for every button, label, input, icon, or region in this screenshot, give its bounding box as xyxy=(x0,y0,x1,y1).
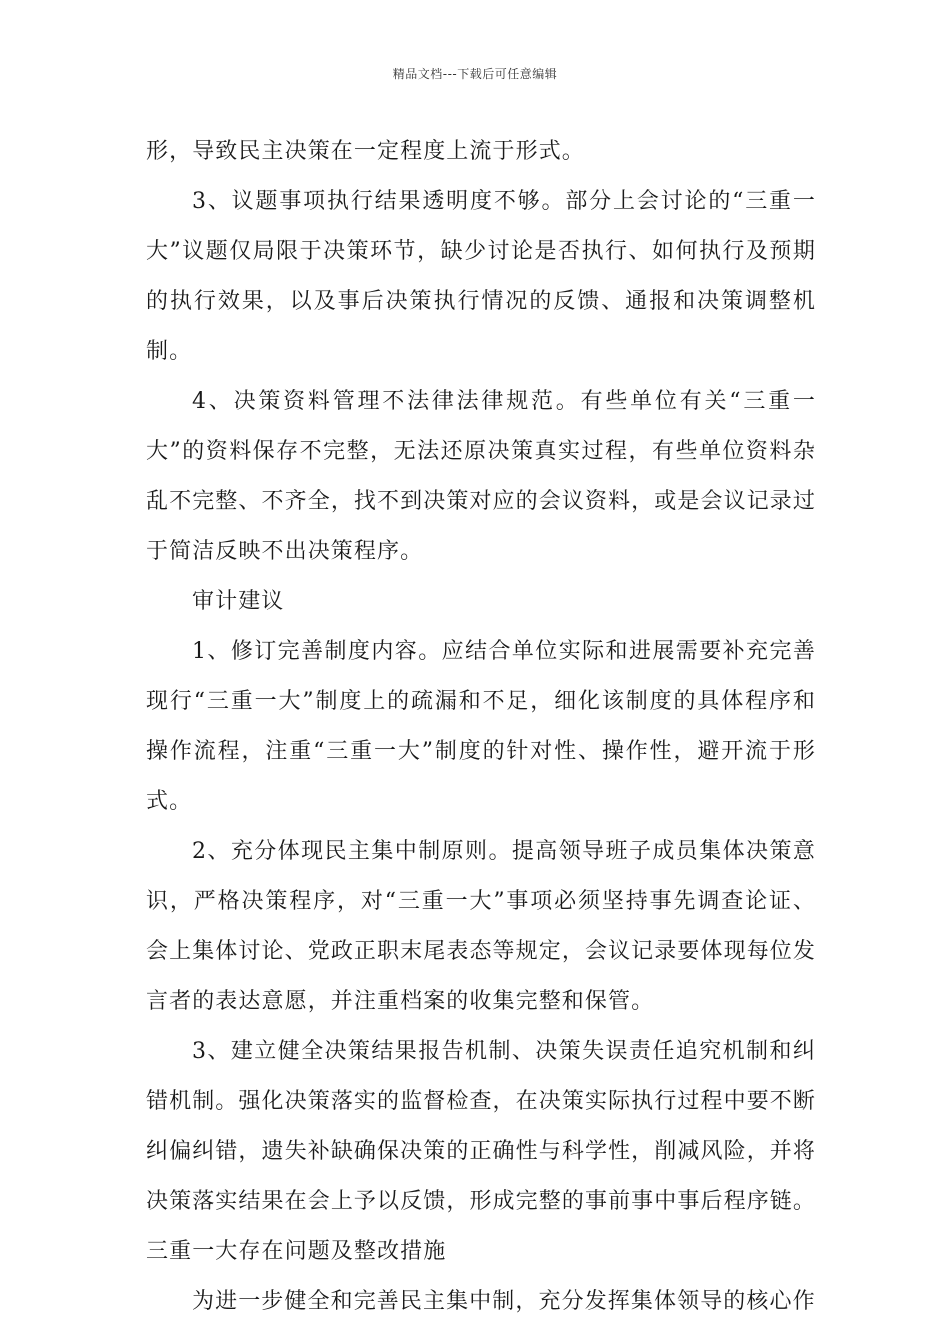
paragraph-1: 形，导致民主决策在一定程度上流于形式。 xyxy=(146,139,585,164)
document-body xyxy=(146,127,816,1327)
paragraph-6: 2、充分体现民主集中制原则。提高领导班子成员集体决策意识，严格决策程序，对“三重一大”事项必须坚持事先调查论证、会上集体讨论、党政正职末尾表态等规定，会议记录要体现每位发言者的表达意愿，并注重档案的收集完整和保管。 xyxy=(146,839,816,1014)
paragraph-7: 3、建立健全决策结果报告机制、决策失误责任追究机制和纠错机制。强化决策落实的监督检查，在决策实际执行过程中要不断纠偏纠错，遗失补缺确保决策的正确性与科学性，削减风险，并将决策落实结果在会上予以反馈，形成完整的事前事中事后程序链。三重一大存在问题及整改措施 xyxy=(146,1039,816,1264)
paragraph-5: 1、修订完善制度内容。应结合单位实际和进展需要补充完善现行“三重一大”制度上的疏漏和不足，细化该制度的具体程序和操作流程，注重“三重一大”制度的针对性、操作性，避开流于形式。 xyxy=(146,639,816,814)
section-heading-audit-suggestions: 审计建议 xyxy=(192,589,285,614)
page-header: 精品文档---下载后可任意编辑 xyxy=(392,67,558,81)
paragraph-3: 4、决策资料管理不法律法律规范。有些单位有关“三重一大”的资料保存不完整，无法还原决策真实过程，有些单位资料杂乱不完整、不齐全，找不到决策对应的会议资料，或是会议记录过于简洁反映不出决策程序。 xyxy=(146,389,816,564)
paragraph-2: 3、议题事项执行结果透明度不够。部分上会讨论的“三重一大”议题仅局限于决策环节，缺少讨论是否执行、如何执行及预期的执行效果，以及事后决策执行情况的反馈、通报和决策调整机制。 xyxy=(146,189,816,364)
paragraph-8: 为进一步健全和完善民主集中制，充分发挥集体领导的核心作 xyxy=(192,1289,816,1314)
